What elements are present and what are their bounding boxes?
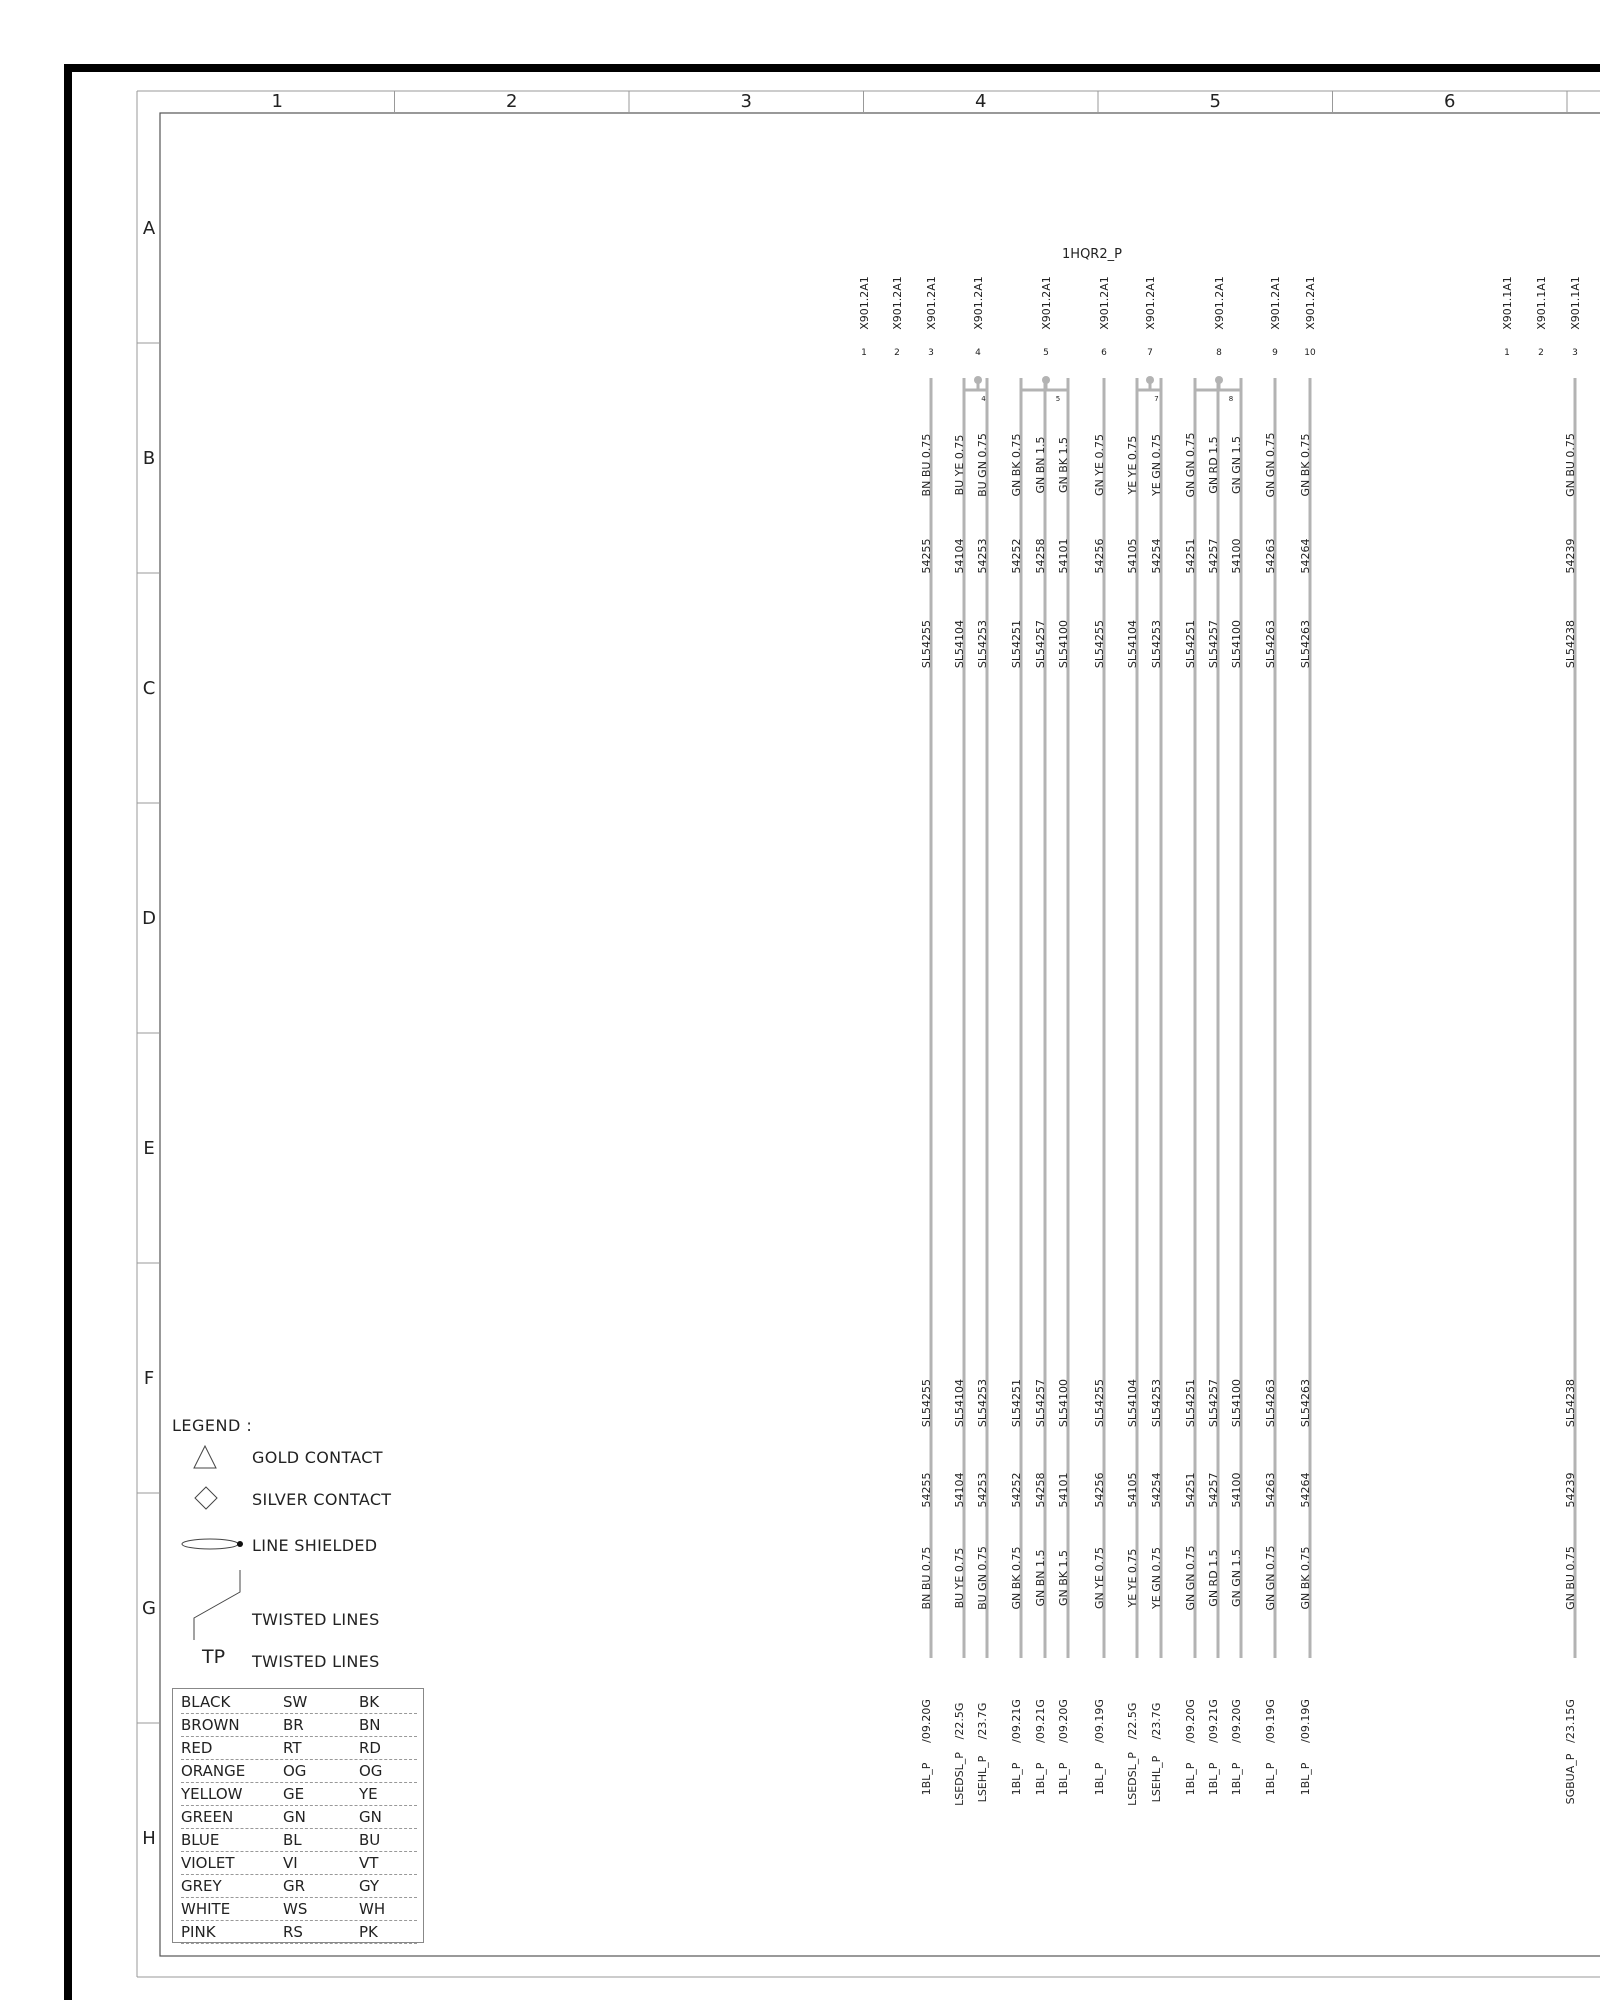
wire-spec-bottom: GN GN 0.75 [1184,1545,1197,1611]
wire-spec-top: BU GN 0.75 [976,433,989,497]
signal-name: 1BL_P [1207,1762,1220,1796]
wire-id-top: 54254 [1150,538,1163,574]
wire-id-top: 54257 [1207,538,1220,574]
pin-number: 2 [1538,348,1544,358]
color-code-de: GE [283,1785,305,1803]
column-label: 4 [975,91,987,112]
color-code-de: SW [283,1693,308,1711]
splice-bottom: SL54263 [1299,1378,1312,1428]
signal-name: 1BL_P [1299,1762,1312,1796]
signal-name: LSEDSL_P [1126,1752,1139,1806]
wire-spec-bottom: BU YE 0.75 [953,1547,966,1609]
color-name: BLACK [181,1693,231,1711]
signal-name: 1BL_P [920,1762,933,1796]
cross-reference: /09.20G [1230,1699,1243,1743]
row-label: H [142,1828,156,1849]
wire-spec-top: GN GN 0.75 [1264,432,1277,498]
tp-symbol: TP [202,1646,226,1668]
wire-spec-top: GN GN 1.5 [1230,436,1243,494]
color-name: WHITE [181,1900,231,1918]
row-label: D [142,908,156,929]
wire-id-top: 54253 [976,538,989,574]
color-code-en: WH [359,1900,386,1918]
signal-name: 1BL_P [1184,1762,1197,1796]
cross-reference: /09.19G [1299,1699,1312,1743]
color-code-de: GR [283,1877,306,1895]
wire-spec-top: YE YE 0.75 [1126,435,1139,495]
twist-node [1215,376,1223,384]
twist-group-label: 8 [1228,395,1234,403]
color-name: RED [181,1739,213,1757]
splice-bottom: SL54257 [1034,1378,1047,1428]
wire-id-top: 54104 [953,538,966,574]
twist-node [1146,376,1154,384]
row-label: G [142,1598,156,1619]
row-label: A [142,218,156,239]
wire-id-top: 54251 [1184,538,1197,574]
signal-name: 1BL_P [1230,1762,1243,1796]
column-label: 5 [1209,91,1221,112]
twist-node [1042,376,1050,384]
legend-item-tp [172,1644,432,1678]
pin-reference: X901.1A1 [1569,276,1582,330]
cross-reference: /23.7G [976,1702,989,1740]
splice-bottom: SL54104 [953,1378,966,1428]
wire-spec-top: BU YE 0.75 [953,434,966,496]
color-code-en: YE [359,1785,378,1803]
wire-spec-bottom: GN GN 1.5 [1230,1549,1243,1607]
color-code-de: VI [283,1854,298,1872]
column-label: 3 [740,91,752,112]
wire-id-bottom: 54256 [1093,1472,1106,1508]
pin-number: 1 [861,348,867,358]
splice-top: SL54253 [1150,619,1163,669]
wire-spec-top: GN GN 0.75 [1184,432,1197,498]
color-row [181,1739,417,1762]
cross-reference: /09.19G [1093,1699,1106,1743]
color-code-en: OG [359,1762,383,1780]
splice-top: SL54255 [920,619,933,669]
triangle-icon [172,1440,244,1474]
pin-reference: X901.1A1 [1535,276,1548,330]
twist-group-label: 4 [981,395,986,403]
signal-name: 1BL_P [1093,1762,1106,1796]
splice-top: SL54100 [1230,619,1243,669]
connector-name: 1HQR2_P [1062,247,1122,262]
splice-top: SL54104 [953,619,966,669]
signal-name: LSEHL_P [1150,1755,1163,1803]
legend [172,1416,432,1946]
wire-spec-bottom: GN GN 0.75 [1264,1545,1277,1611]
column-label: 6 [1444,91,1456,112]
color-code-de: OG [283,1762,307,1780]
wire-spec-top: BN BU 0.75 [920,433,933,497]
pin-number: 10 [1304,348,1316,358]
splice-bottom: SL54255 [920,1378,933,1428]
splice-bottom: SL54251 [1010,1378,1023,1428]
legend-label: LINE SHIELDED [252,1536,378,1555]
wire-id-bottom: 54263 [1264,1472,1277,1508]
cross-reference: /23.15G [1564,1699,1577,1743]
splice-top: SL54238 [1564,619,1577,669]
wire-id-bottom: 54251 [1184,1472,1197,1508]
pin-reference: X901.2A1 [1213,276,1226,330]
wire-id-bottom: 54101 [1057,1472,1070,1508]
color-code-de: GN [283,1808,306,1826]
color-code-en: RD [359,1739,381,1757]
splice-top: SL54263 [1299,619,1312,669]
splice-bottom: SL54253 [976,1378,989,1428]
signal-name: 1BL_P [1264,1762,1277,1796]
color-code-en: GY [359,1877,380,1895]
wire-id-top: 54105 [1126,538,1139,574]
legend-label: TWISTED LINES [252,1652,380,1671]
splice-bottom: SL54251 [1184,1378,1197,1428]
pin-reference: X901.2A1 [1144,276,1157,330]
splice-bottom: SL54100 [1057,1378,1070,1428]
wire-id-top: 54264 [1299,538,1312,574]
signal-name: 1BL_P [1010,1762,1023,1796]
color-name: ORANGE [181,1762,246,1780]
cross-reference: /23.7G [1150,1702,1163,1740]
column-label: 1 [271,91,283,112]
pin-reference: X901.2A1 [925,276,938,330]
legend-title: LEGEND : [172,1416,253,1435]
splice-top: SL54100 [1057,619,1070,669]
row-label: E [143,1138,155,1159]
color-name: BLUE [181,1831,220,1849]
pin-reference: X901.2A1 [1098,276,1111,330]
wire-id-bottom: 54257 [1207,1472,1220,1508]
color-code-en: VT [359,1854,379,1872]
column-label: 2 [506,91,518,112]
color-row [181,1854,417,1877]
twist-group-label: 7 [1154,395,1159,403]
pin-number: 2 [894,348,900,358]
color-row [181,1785,417,1808]
wire-id-bottom: 54258 [1034,1472,1047,1508]
wire-spec-bottom: BN BU 0.75 [920,1546,933,1610]
cross-reference: /09.20G [1057,1699,1070,1743]
cross-reference: /09.21G [1207,1699,1220,1743]
wire-id-bottom: 54104 [953,1472,966,1508]
color-code-de: BR [283,1716,304,1734]
wire-id-top: 54100 [1230,538,1243,574]
signal-name: LSEHL_P [976,1755,989,1803]
color-name: PINK [181,1923,216,1941]
wire-spec-top: GN BN 1.5 [1034,436,1047,494]
wire-spec-bottom: GN BK 1.5 [1057,1550,1070,1606]
color-code-de: BL [283,1831,302,1849]
pin-reference: X901.2A1 [1040,276,1053,330]
signal-name: 1BL_P [1057,1762,1070,1796]
cross-reference: /09.21G [1034,1699,1047,1743]
color-row [181,1762,417,1785]
color-code-de: RS [283,1923,303,1941]
color-row [181,1831,417,1854]
splice-top: SL54257 [1034,619,1047,669]
wire-spec-bottom: GN RD 1.5 [1207,1549,1220,1607]
legend-label: GOLD CONTACT [252,1448,383,1467]
shield-ellipse-icon [172,1528,244,1562]
color-code-de: WS [283,1900,308,1918]
wire-id-bottom: 54264 [1299,1472,1312,1508]
splice-top: SL54257 [1207,619,1220,669]
wire-id-top: 54256 [1093,538,1106,574]
wire-spec-bottom: YE GN 0.75 [1150,1547,1163,1609]
row-label: F [143,1368,155,1389]
wire-spec-bottom: GN YE 0.75 [1093,1547,1106,1609]
wire-id-top: 54258 [1034,538,1047,574]
wire-id-top: 54263 [1264,538,1277,574]
wire-spec-top: GN BK 1.5 [1057,437,1070,493]
pin-number: 3 [928,348,934,358]
splice-top: SL54251 [1010,619,1023,669]
splice-bottom: SL54263 [1264,1378,1277,1428]
twist-node [974,376,982,384]
twisted-line-icon [172,1570,244,1640]
pin-number: 1 [1504,348,1510,358]
pin-reference: X901.2A1 [891,276,904,330]
wire-spec-top: GN BK 0.75 [1299,433,1312,497]
row-label: B [142,448,156,469]
wire-id-top: 54255 [920,538,933,574]
legend-item-silver-contact [172,1482,432,1516]
row-label: C [142,678,156,699]
pin-number: 3 [1572,348,1578,358]
wire-id-top: 54239 [1564,538,1577,574]
color-name: GREEN [181,1808,234,1826]
wire-spec-top: GN BK 0.75 [1010,433,1023,497]
splice-bottom: SL54104 [1126,1378,1139,1428]
cross-reference: /22.5G [953,1702,966,1740]
color-code-de: RT [283,1739,302,1757]
pin-reference: X901.1A1 [1501,276,1514,330]
color-name: BROWN [181,1716,240,1734]
pin-number: 7 [1147,348,1153,358]
pin-reference: X901.2A1 [1304,276,1317,330]
wire-spec-bottom: GN BK 0.75 [1010,1546,1023,1610]
wire-spec-bottom: BU GN 0.75 [976,1546,989,1610]
wire-id-top: 54101 [1057,538,1070,574]
legend-item-line-shielded [172,1528,432,1562]
wire-spec-bottom: YE YE 0.75 [1126,1548,1139,1608]
cross-reference: /09.20G [920,1699,933,1743]
color-code-en: BN [359,1716,381,1734]
diamond-icon [172,1482,244,1516]
wire-id-bottom: 54252 [1010,1472,1023,1508]
color-name: YELLOW [181,1785,243,1803]
wire-spec-top: YE GN 0.75 [1150,434,1163,496]
splice-top: SL54263 [1264,619,1277,669]
cross-reference: /09.21G [1010,1699,1023,1743]
splice-bottom: SL54238 [1564,1378,1577,1428]
pin-reference: X901.2A1 [858,276,871,330]
wire-spec-top: GN BU 0.75 [1564,433,1577,497]
color-row [181,1877,417,1900]
wire-spec-bottom: GN BU 0.75 [1564,1546,1577,1610]
legend-label: TWISTED LINES [252,1610,380,1629]
wire-id-top: 54252 [1010,538,1023,574]
wire-spec-top: GN YE 0.75 [1093,434,1106,496]
cross-reference: /09.20G [1184,1699,1197,1743]
signal-name: SGBUA_P [1564,1753,1577,1805]
wire-id-bottom: 54105 [1126,1472,1139,1508]
color-code-en: GN [359,1808,382,1826]
twist-group-label: 5 [1055,395,1061,403]
wire-spec-bottom: GN BN 1.5 [1034,1549,1047,1607]
color-name: VIOLET [181,1854,235,1872]
legend-item-twisted-lines [172,1570,432,1640]
color-name: GREY [181,1877,222,1895]
splice-top: SL54253 [976,619,989,669]
pin-reference: X901.2A1 [972,276,985,330]
pin-number: 6 [1101,348,1107,358]
pin-number: 8 [1216,348,1222,358]
pin-reference: X901.2A1 [1269,276,1282,330]
splice-bottom: SL54253 [1150,1378,1163,1428]
color-row [181,1808,417,1831]
cross-reference: /22.5G [1126,1702,1139,1740]
splice-bottom: SL54257 [1207,1378,1220,1428]
splice-top: SL54251 [1184,619,1197,669]
pin-number: 5 [1043,348,1049,358]
signal-name: 1BL_P [1034,1762,1047,1796]
color-row [181,1693,417,1716]
color-row [181,1923,417,1946]
color-row [181,1900,417,1923]
legend-label: SILVER CONTACT [252,1490,392,1509]
color-code-en: BU [359,1831,381,1849]
pin-number: 9 [1272,348,1278,358]
color-code-en: BK [359,1693,380,1711]
splice-top: SL54255 [1093,619,1106,669]
wire-id-bottom: 54239 [1564,1472,1577,1508]
signal-name: LSEDSL_P [953,1752,966,1806]
color-code-table [172,1688,424,1943]
splice-top: SL54104 [1126,619,1139,669]
wire-id-bottom: 54100 [1230,1472,1243,1508]
wire-id-bottom: 54254 [1150,1472,1163,1508]
cross-reference: /09.19G [1264,1699,1277,1743]
wire-id-bottom: 54253 [976,1472,989,1508]
splice-bottom: SL54255 [1093,1378,1106,1428]
color-code-en: PK [359,1923,378,1941]
splice-bottom: SL54100 [1230,1378,1243,1428]
pin-number: 4 [975,348,981,358]
wire-spec-top: GN RD 1.5 [1207,436,1220,494]
color-row [181,1716,417,1739]
wire-spec-bottom: GN BK 0.75 [1299,1546,1312,1610]
legend-item-gold-contact [172,1440,432,1474]
wire-id-bottom: 54255 [920,1472,933,1508]
